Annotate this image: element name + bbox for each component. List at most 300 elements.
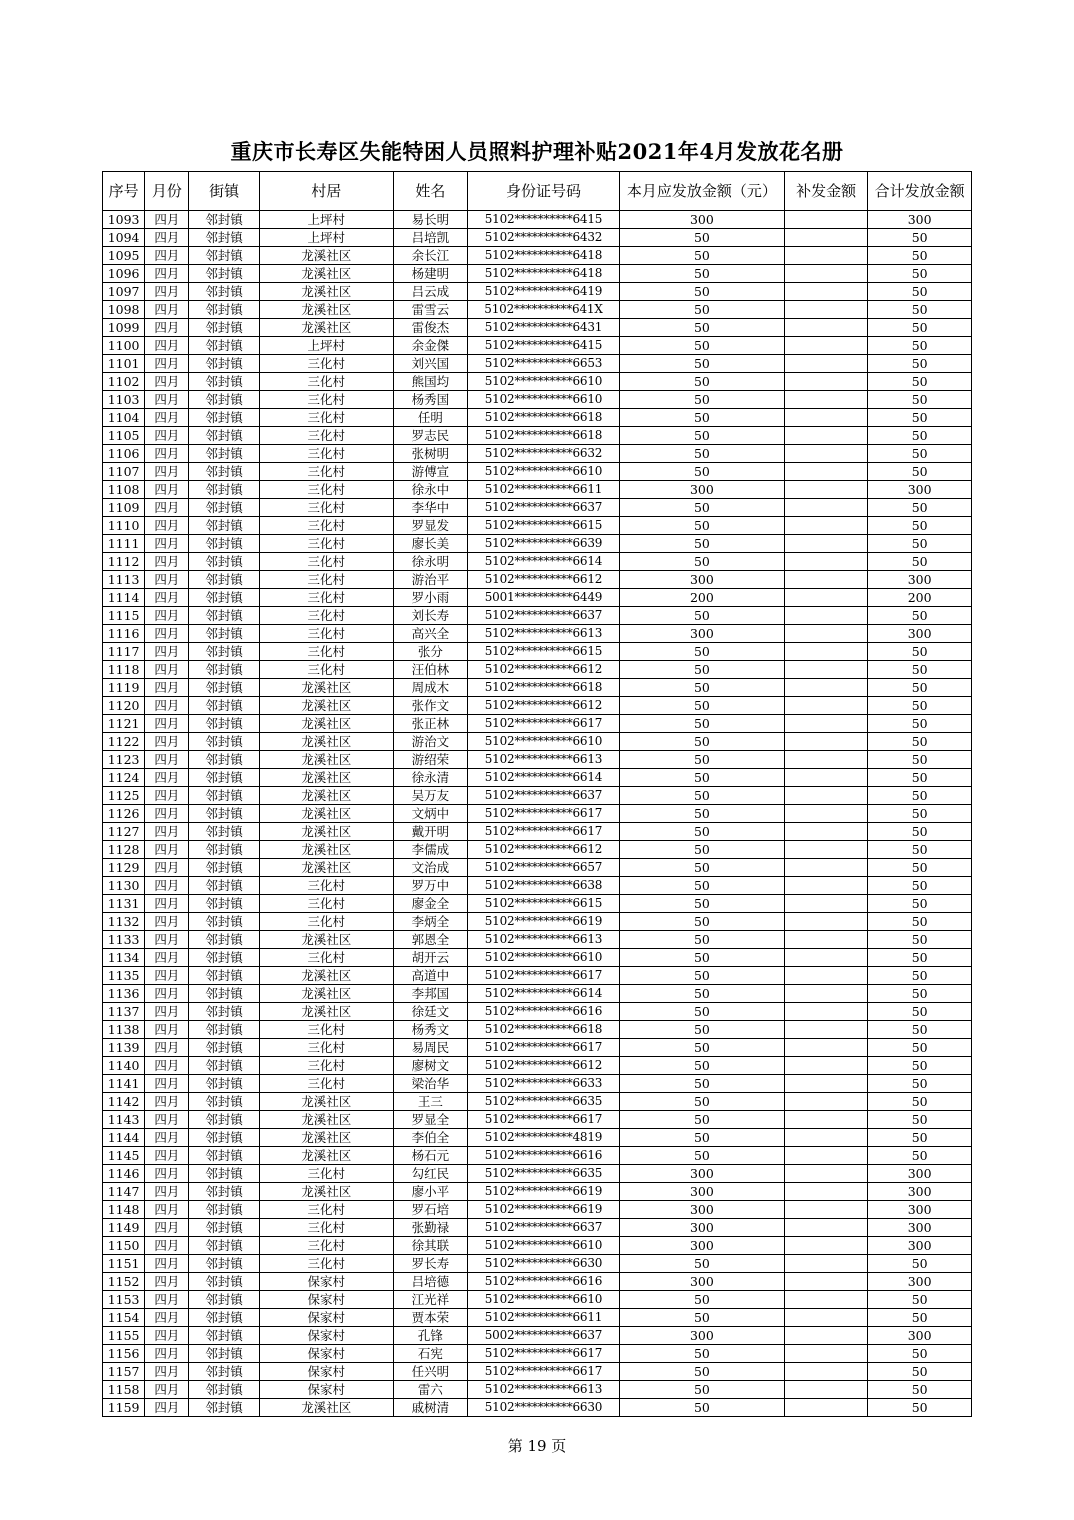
cell-month: 四月 [145, 733, 189, 751]
cell-street: 邻封镇 [189, 247, 259, 265]
cell-seq: 1129 [103, 859, 145, 877]
cell-amount: 50 [619, 895, 784, 913]
cell-village: 三化村 [259, 499, 393, 517]
cell-amount: 50 [619, 373, 784, 391]
cell-name: 杨秀国 [393, 391, 467, 409]
table-row [103, 1273, 972, 1291]
cell-supplement [784, 751, 867, 769]
cell-street: 邻封镇 [189, 1021, 259, 1039]
cell-month: 四月 [145, 769, 189, 787]
cell-amount: 50 [619, 931, 784, 949]
cell-month: 四月 [145, 355, 189, 373]
table-row [103, 985, 972, 1003]
table-row [103, 1327, 972, 1345]
cell-amount: 50 [619, 337, 784, 355]
cell-total: 50 [868, 427, 972, 445]
table-row [103, 841, 972, 859]
cell-street: 邻封镇 [189, 1291, 259, 1309]
cell-seq: 1100 [103, 337, 145, 355]
table-row [103, 229, 972, 247]
cell-id: 5102**********6617 [468, 823, 620, 841]
table-row [103, 1129, 972, 1147]
cell-id: 5102**********6633 [468, 1075, 620, 1093]
cell-name: 刘兴国 [393, 355, 467, 373]
cell-name: 易周民 [393, 1039, 467, 1057]
cell-supplement [784, 1327, 867, 1345]
cell-id: 5102**********6619 [468, 1183, 620, 1201]
table-row [103, 571, 972, 589]
table-row [103, 1219, 972, 1237]
cell-seq: 1118 [103, 661, 145, 679]
cell-supplement [784, 283, 867, 301]
cell-amount: 50 [619, 1129, 784, 1147]
cell-supplement [784, 1075, 867, 1093]
cell-seq: 1136 [103, 985, 145, 1003]
cell-village: 龙溪社区 [259, 733, 393, 751]
cell-month: 四月 [145, 373, 189, 391]
cell-name: 郭恩全 [393, 931, 467, 949]
cell-month: 四月 [145, 751, 189, 769]
cell-street: 邻封镇 [189, 265, 259, 283]
cell-supplement [784, 1057, 867, 1075]
cell-supplement [784, 535, 867, 553]
cell-month: 四月 [145, 211, 189, 229]
cell-name: 杨建明 [393, 265, 467, 283]
cell-village: 龙溪社区 [259, 1147, 393, 1165]
roster-table [102, 171, 972, 1417]
header-id: 身份证号码 [468, 172, 620, 211]
cell-seq: 1094 [103, 229, 145, 247]
cell-street: 邻封镇 [189, 733, 259, 751]
cell-name: 王三 [393, 1093, 467, 1111]
table-row [103, 913, 972, 931]
cell-amount: 50 [619, 445, 784, 463]
cell-name: 雷六 [393, 1381, 467, 1399]
table-row [103, 1165, 972, 1183]
cell-seq: 1147 [103, 1183, 145, 1201]
cell-amount: 50 [619, 355, 784, 373]
table-row [103, 643, 972, 661]
cell-amount: 50 [619, 1291, 784, 1309]
cell-street: 邻封镇 [189, 445, 259, 463]
cell-street: 邻封镇 [189, 463, 259, 481]
cell-seq: 1155 [103, 1327, 145, 1345]
cell-seq: 1122 [103, 733, 145, 751]
cell-total: 300 [868, 211, 972, 229]
cell-total: 300 [868, 481, 972, 499]
cell-village: 三化村 [259, 1039, 393, 1057]
cell-village: 三化村 [259, 373, 393, 391]
cell-total: 50 [868, 1291, 972, 1309]
cell-amount: 300 [619, 1327, 784, 1345]
cell-total: 50 [868, 337, 972, 355]
cell-supplement [784, 1237, 867, 1255]
cell-village: 三化村 [259, 949, 393, 967]
cell-village: 三化村 [259, 1075, 393, 1093]
cell-street: 邻封镇 [189, 553, 259, 571]
cell-name: 勾红民 [393, 1165, 467, 1183]
cell-name: 高兴全 [393, 625, 467, 643]
cell-id: 5102**********6637 [468, 1219, 620, 1237]
cell-seq: 1098 [103, 301, 145, 319]
cell-supplement [784, 1147, 867, 1165]
cell-total: 200 [868, 589, 972, 607]
table-row [103, 625, 972, 643]
cell-name: 廖金全 [393, 895, 467, 913]
cell-village: 龙溪社区 [259, 1093, 393, 1111]
cell-amount: 50 [619, 499, 784, 517]
cell-name: 高道中 [393, 967, 467, 985]
cell-street: 邻封镇 [189, 1237, 259, 1255]
cell-supplement [784, 247, 867, 265]
cell-supplement [784, 1309, 867, 1327]
table-row [103, 211, 972, 229]
table-row [103, 1183, 972, 1201]
cell-id: 5102**********6617 [468, 1111, 620, 1129]
cell-amount: 50 [619, 607, 784, 625]
cell-supplement [784, 427, 867, 445]
cell-amount: 50 [619, 643, 784, 661]
cell-name: 罗志民 [393, 427, 467, 445]
cell-seq: 1143 [103, 1111, 145, 1129]
cell-id: 5102**********6630 [468, 1255, 620, 1273]
cell-village: 龙溪社区 [259, 1003, 393, 1021]
cell-name: 徐永清 [393, 769, 467, 787]
cell-name: 徐永明 [393, 553, 467, 571]
cell-supplement [784, 517, 867, 535]
cell-id: 5102**********6637 [468, 607, 620, 625]
cell-supplement [784, 733, 867, 751]
cell-month: 四月 [145, 841, 189, 859]
cell-street: 邻封镇 [189, 823, 259, 841]
cell-supplement [784, 1399, 867, 1417]
cell-id: 5102**********6616 [468, 1273, 620, 1291]
cell-total: 50 [868, 733, 972, 751]
table-row [103, 301, 972, 319]
cell-total: 50 [868, 1129, 972, 1147]
cell-id: 5102**********6632 [468, 445, 620, 463]
cell-id: 5102**********6432 [468, 229, 620, 247]
cell-seq: 1105 [103, 427, 145, 445]
cell-month: 四月 [145, 1003, 189, 1021]
cell-total: 50 [868, 247, 972, 265]
cell-name: 戴开明 [393, 823, 467, 841]
cell-name: 李华中 [393, 499, 467, 517]
cell-village: 保家村 [259, 1309, 393, 1327]
cell-total: 50 [868, 841, 972, 859]
cell-amount: 50 [619, 409, 784, 427]
header-total: 合计发放金额 [868, 172, 972, 211]
cell-name: 罗长寿 [393, 1255, 467, 1273]
cell-seq: 1099 [103, 319, 145, 337]
table-row [103, 805, 972, 823]
table-row [103, 751, 972, 769]
cell-id: 5102**********6611 [468, 481, 620, 499]
table-row [103, 949, 972, 967]
cell-amount: 50 [619, 1399, 784, 1417]
cell-supplement [784, 697, 867, 715]
cell-street: 邻封镇 [189, 1057, 259, 1075]
cell-supplement [784, 1165, 867, 1183]
cell-supplement [784, 319, 867, 337]
cell-village: 龙溪社区 [259, 319, 393, 337]
table-row [103, 1291, 972, 1309]
cell-village: 龙溪社区 [259, 679, 393, 697]
table-row [103, 1093, 972, 1111]
cell-amount: 300 [619, 1273, 784, 1291]
header-village: 村居 [259, 172, 393, 211]
cell-total: 300 [868, 1237, 972, 1255]
cell-seq: 1153 [103, 1291, 145, 1309]
cell-amount: 50 [619, 715, 784, 733]
cell-amount: 50 [619, 697, 784, 715]
cell-total: 50 [868, 1255, 972, 1273]
cell-month: 四月 [145, 445, 189, 463]
cell-total: 50 [868, 697, 972, 715]
cell-seq: 1158 [103, 1381, 145, 1399]
cell-seq: 1140 [103, 1057, 145, 1075]
cell-amount: 300 [619, 481, 784, 499]
table-row [103, 1381, 972, 1399]
cell-seq: 1133 [103, 931, 145, 949]
cell-id: 5102**********6615 [468, 643, 620, 661]
cell-street: 邻封镇 [189, 1147, 259, 1165]
cell-month: 四月 [145, 967, 189, 985]
table-row [103, 355, 972, 373]
cell-seq: 1157 [103, 1363, 145, 1381]
cell-seq: 1149 [103, 1219, 145, 1237]
table-row [103, 1021, 972, 1039]
table-row [103, 1003, 972, 1021]
table-row [103, 877, 972, 895]
cell-supplement [784, 949, 867, 967]
cell-amount: 50 [619, 1003, 784, 1021]
cell-total: 50 [868, 769, 972, 787]
cell-village: 龙溪社区 [259, 1399, 393, 1417]
cell-id: 5102**********6617 [468, 1363, 620, 1381]
cell-amount: 50 [619, 1147, 784, 1165]
cell-name: 张分 [393, 643, 467, 661]
cell-total: 50 [868, 859, 972, 877]
cell-street: 邻封镇 [189, 787, 259, 805]
cell-seq: 1146 [103, 1165, 145, 1183]
cell-id: 5102**********6415 [468, 337, 620, 355]
cell-supplement [784, 373, 867, 391]
table-row [103, 931, 972, 949]
table-row [103, 823, 972, 841]
cell-amount: 50 [619, 1345, 784, 1363]
cell-id: 5102**********6611 [468, 1309, 620, 1327]
cell-village: 三化村 [259, 391, 393, 409]
cell-total: 50 [868, 391, 972, 409]
cell-village: 龙溪社区 [259, 751, 393, 769]
cell-month: 四月 [145, 1327, 189, 1345]
cell-id: 5102**********6618 [468, 1021, 620, 1039]
cell-month: 四月 [145, 535, 189, 553]
cell-seq: 1130 [103, 877, 145, 895]
cell-amount: 50 [619, 985, 784, 1003]
cell-supplement [784, 1093, 867, 1111]
cell-name: 吴万友 [393, 787, 467, 805]
cell-id: 5102**********6653 [468, 355, 620, 373]
cell-village: 三化村 [259, 1237, 393, 1255]
cell-amount: 50 [619, 841, 784, 859]
cell-village: 三化村 [259, 535, 393, 553]
cell-supplement [784, 895, 867, 913]
cell-amount: 50 [619, 733, 784, 751]
cell-seq: 1120 [103, 697, 145, 715]
cell-village: 上坪村 [259, 337, 393, 355]
cell-seq: 1138 [103, 1021, 145, 1039]
cell-amount: 50 [619, 463, 784, 481]
cell-month: 四月 [145, 337, 189, 355]
cell-name: 汪伯林 [393, 661, 467, 679]
cell-total: 50 [868, 1003, 972, 1021]
cell-total: 50 [868, 1111, 972, 1129]
cell-amount: 50 [619, 949, 784, 967]
cell-id: 5102**********6613 [468, 751, 620, 769]
cell-street: 邻封镇 [189, 1003, 259, 1021]
cell-month: 四月 [145, 301, 189, 319]
cell-id: 5102**********6617 [468, 1345, 620, 1363]
cell-amount: 300 [619, 571, 784, 589]
cell-amount: 50 [619, 1039, 784, 1057]
cell-total: 50 [868, 517, 972, 535]
cell-seq: 1151 [103, 1255, 145, 1273]
cell-total: 50 [868, 229, 972, 247]
cell-street: 邻封镇 [189, 1399, 259, 1417]
cell-month: 四月 [145, 427, 189, 445]
cell-village: 龙溪社区 [259, 1183, 393, 1201]
cell-seq: 1154 [103, 1309, 145, 1327]
cell-village: 龙溪社区 [259, 805, 393, 823]
cell-village: 三化村 [259, 877, 393, 895]
cell-seq: 1104 [103, 409, 145, 427]
cell-street: 邻封镇 [189, 841, 259, 859]
cell-name: 李邦国 [393, 985, 467, 1003]
cell-month: 四月 [145, 1057, 189, 1075]
header-street: 街镇 [189, 172, 259, 211]
cell-village: 三化村 [259, 1201, 393, 1219]
cell-street: 邻封镇 [189, 967, 259, 985]
cell-total: 50 [868, 301, 972, 319]
cell-month: 四月 [145, 985, 189, 1003]
cell-seq: 1141 [103, 1075, 145, 1093]
cell-street: 邻封镇 [189, 895, 259, 913]
cell-id: 5002**********6637 [468, 1327, 620, 1345]
cell-month: 四月 [145, 229, 189, 247]
cell-supplement [784, 787, 867, 805]
cell-seq: 1125 [103, 787, 145, 805]
cell-supplement [784, 1201, 867, 1219]
table-row [103, 679, 972, 697]
cell-id: 5102**********6613 [468, 931, 620, 949]
cell-street: 邻封镇 [189, 949, 259, 967]
cell-month: 四月 [145, 931, 189, 949]
cell-village: 龙溪社区 [259, 1111, 393, 1129]
cell-id: 5102**********6612 [468, 571, 620, 589]
cell-amount: 50 [619, 1093, 784, 1111]
cell-month: 四月 [145, 1273, 189, 1291]
cell-name: 廖长美 [393, 535, 467, 553]
cell-total: 50 [868, 1399, 972, 1417]
cell-total: 300 [868, 571, 972, 589]
header-name: 姓名 [393, 172, 467, 211]
cell-name: 江光祥 [393, 1291, 467, 1309]
table-row [103, 499, 972, 517]
table-row [103, 769, 972, 787]
cell-name: 徐永中 [393, 481, 467, 499]
table-row [103, 373, 972, 391]
cell-total: 50 [868, 1075, 972, 1093]
cell-village: 三化村 [259, 1021, 393, 1039]
cell-name: 石宪 [393, 1345, 467, 1363]
cell-month: 四月 [145, 697, 189, 715]
cell-street: 邻封镇 [189, 1039, 259, 1057]
table-row [103, 895, 972, 913]
cell-amount: 50 [619, 1381, 784, 1399]
cell-month: 四月 [145, 1291, 189, 1309]
cell-month: 四月 [145, 1021, 189, 1039]
cell-total: 50 [868, 877, 972, 895]
cell-name: 张作文 [393, 697, 467, 715]
cell-total: 50 [868, 373, 972, 391]
cell-supplement [784, 1219, 867, 1237]
table-row [103, 265, 972, 283]
cell-total: 50 [868, 463, 972, 481]
cell-seq: 1109 [103, 499, 145, 517]
cell-street: 邻封镇 [189, 697, 259, 715]
cell-amount: 50 [619, 751, 784, 769]
cell-amount: 50 [619, 247, 784, 265]
cell-id: 5102**********6613 [468, 625, 620, 643]
cell-supplement [784, 265, 867, 283]
cell-street: 邻封镇 [189, 1093, 259, 1111]
cell-name: 梁治华 [393, 1075, 467, 1093]
cell-total: 300 [868, 1327, 972, 1345]
cell-name: 熊国均 [393, 373, 467, 391]
cell-village: 龙溪社区 [259, 841, 393, 859]
table-row [103, 733, 972, 751]
cell-street: 邻封镇 [189, 1381, 259, 1399]
cell-street: 邻封镇 [189, 859, 259, 877]
cell-supplement [784, 823, 867, 841]
cell-total: 50 [868, 661, 972, 679]
table-row [103, 661, 972, 679]
cell-supplement [784, 1273, 867, 1291]
cell-amount: 50 [619, 553, 784, 571]
cell-month: 四月 [145, 859, 189, 877]
cell-seq: 1139 [103, 1039, 145, 1057]
table-row [103, 607, 972, 625]
cell-month: 四月 [145, 913, 189, 931]
cell-village: 龙溪社区 [259, 859, 393, 877]
cell-street: 邻封镇 [189, 805, 259, 823]
cell-village: 三化村 [259, 895, 393, 913]
cell-seq: 1097 [103, 283, 145, 301]
cell-street: 邻封镇 [189, 1165, 259, 1183]
cell-name: 游治平 [393, 571, 467, 589]
table-row [103, 715, 972, 733]
cell-id: 5102**********6614 [468, 985, 620, 1003]
cell-amount: 50 [619, 1309, 784, 1327]
cell-street: 邻封镇 [189, 1129, 259, 1147]
cell-seq: 1119 [103, 679, 145, 697]
cell-supplement [784, 679, 867, 697]
cell-id: 5102**********6638 [468, 877, 620, 895]
cell-street: 邻封镇 [189, 913, 259, 931]
cell-id: 5001**********6449 [468, 589, 620, 607]
